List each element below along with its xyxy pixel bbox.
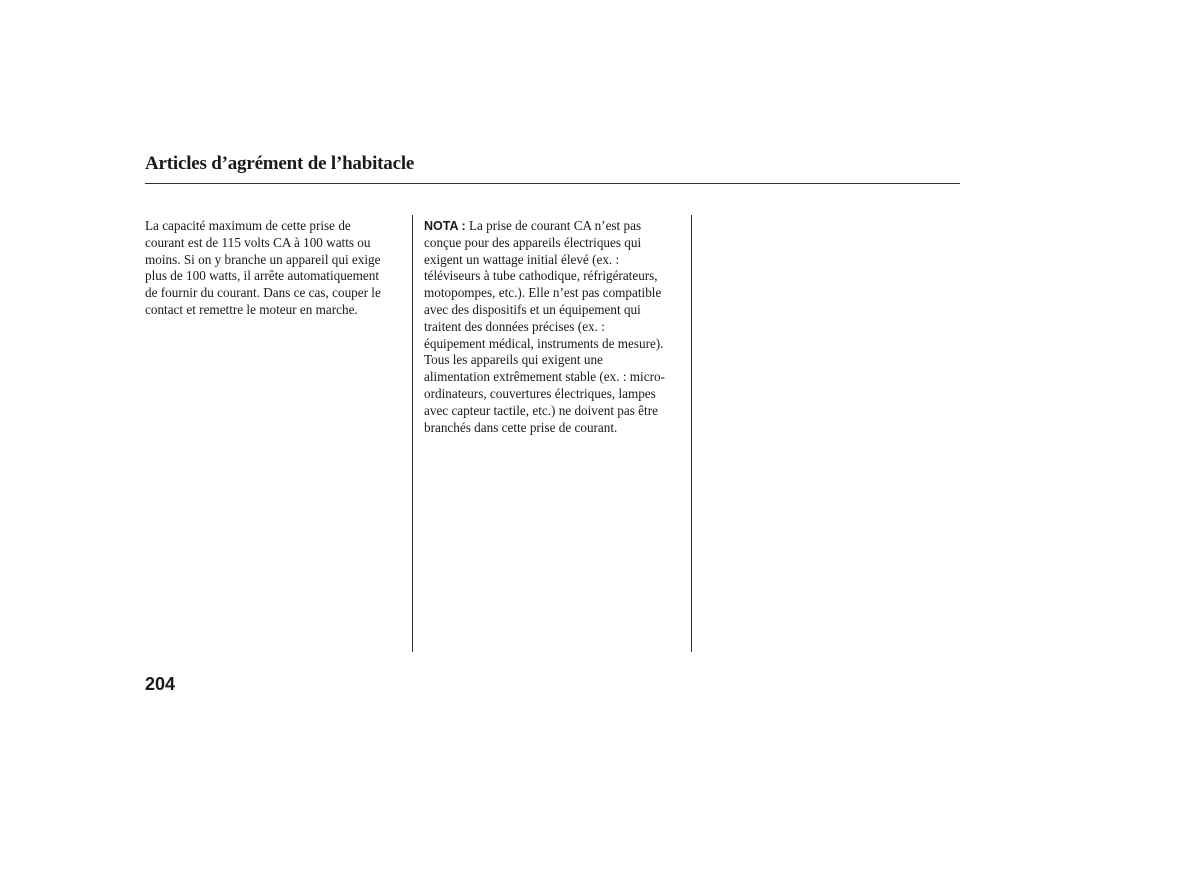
note-first-line [424, 218, 686, 235]
text-line: La capacité maximum de cette prise de [145, 218, 351, 233]
text-line: téléviseurs à tube cathodique, réfrigérateurs, [424, 268, 658, 284]
text-line: motopompes, etc.). Elle n’est pas compatible [424, 285, 662, 301]
text-line: traitent des données précises (ex. : [424, 318, 605, 334]
text-line: ordinateurs, couvertures électriques, lampes [424, 385, 656, 401]
text-line: contact et remettre le moteur en marche. [145, 301, 358, 317]
text-line: avec capteur tactile, etc.) ne doivent pas être [424, 402, 658, 418]
text-line: exigent un wattage initial élevé (ex. : [424, 251, 620, 267]
note-label: NOTA : [424, 219, 466, 233]
text-line: plus de 100 watts, il arrête automatiquement [145, 268, 380, 284]
page-number: 204 [145, 674, 176, 694]
text-line: conçue pour des appareils électriques qui [424, 234, 642, 250]
text-line: équipement médical, instruments de mesure). [424, 335, 664, 351]
text-line: courant est de 115 volts CA à 100 watts ou [145, 234, 371, 250]
column-divider-left [412, 215, 413, 652]
title-divider [145, 183, 960, 184]
text-line: moins. Si on y branche un appareil qui exige [145, 251, 381, 267]
left-column-text [145, 218, 403, 319]
note-column-text [424, 218, 686, 436]
column-divider-right [691, 215, 692, 652]
text-line: alimentation extrêmement stable (ex. : micro- [424, 369, 665, 385]
text-line: Tous les appareils qui exigent une [424, 352, 603, 368]
note-first-line-text: La prise de courant CA n’est pas [465, 218, 642, 233]
text-line: avec des dispositifs et un équipement qui [424, 301, 641, 317]
text-line: branchés dans cette prise de courant. [424, 419, 618, 435]
page-title: Articles d’agrément de l’habitacle [145, 153, 415, 174]
text-line: de fournir du courant. Dans ce cas, couper le [145, 285, 381, 301]
